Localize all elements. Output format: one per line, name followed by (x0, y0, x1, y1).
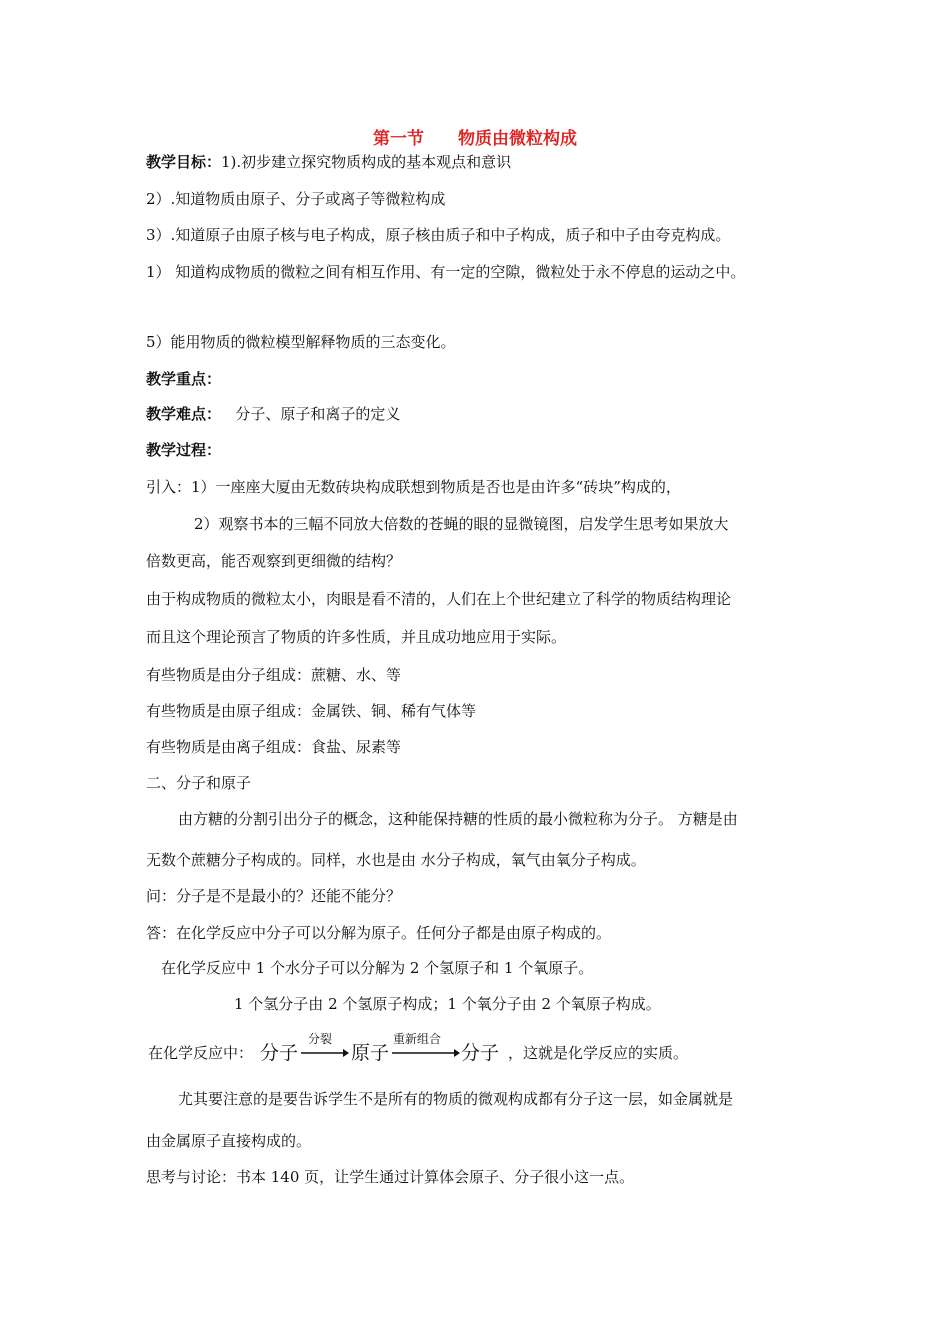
equation-molecule-2: 分子 (461, 1042, 500, 1064)
paragraph-2a: 由方糖的分割引出分子的概念，这种能保持糖的性质的最小微粒称为分子。 方糖是由 (178, 810, 738, 828)
equation-prefix: 在化学反应中： (148, 1044, 254, 1062)
equation-atom: 原子 (351, 1042, 390, 1064)
objective-5: 5）能用物质的微粒模型解释物质的三态变化。 (146, 333, 456, 351)
equation-split-label: 分裂 (308, 1032, 333, 1046)
paragraph-1b: 而且这个理论预言了物质的许多性质，并且成功地应用于实际。 (146, 628, 567, 646)
page-title (0, 124, 950, 149)
difficulties-label: 教学难点： (146, 405, 222, 423)
paragraph-2b: 无数个蔗糖分子构成的。同样，水也是由 水分子构成，氧气由氧分子构成。 (146, 851, 646, 869)
paragraph-3a: 尤其要注意的是要告诉学生不是所有的物质的微观构成都有分子这一层，如金属就是 (178, 1090, 734, 1108)
matter-molecules: 有些物质是由分子组成：蔗糖、水、等 (146, 666, 402, 684)
objectives-label: 教学目标： (146, 153, 222, 171)
hydrogen-oxygen-composition: 1 个氢分子由 2 个氢原子构成；1 个氧分子由 2 个氧原子构成。 (234, 995, 661, 1013)
objective-1: 1).初步建立探究物质构成的基本观点和意识 (221, 153, 512, 171)
objective-3: 3）.知道原子由原子核与电子构成，原子核由质子和中子构成，质子和中子由夸克构成。 (146, 226, 731, 244)
objective-4: 1） 知道构成物质的微粒之间有相互作用、有一定的空隙，微粒处于永不停息的运动之中。 (146, 263, 746, 281)
intro-2a: 2）观察书本的三幅不同放大倍数的苍蝇的眼的显微镜图，启发学生思考如果放大 (194, 515, 729, 533)
title-section: 第一节 (373, 129, 424, 149)
objectives-line (146, 152, 511, 172)
process-label: 教学过程： (146, 441, 222, 459)
equation-recombine-label: 重新组合 (393, 1032, 442, 1046)
paragraph-1a: 由于构成物质的微粒太小，肉眼是看不清的，人们在上个世纪建立了科学的物质结构理论 (146, 590, 732, 608)
recombine-arrow-icon (392, 1048, 460, 1058)
split-arrow-icon (301, 1048, 349, 1058)
objective-2: 2）.知道物质由原子、分子或离子等微粒构成 (146, 190, 446, 208)
intro-1: 引入：1）一座座大厦由无数砖块构成联想到物质是否也是由许多“砖块”构成的， (146, 478, 681, 496)
reaction-equation (148, 1030, 848, 1074)
difficulties-text: 分子、原子和离子的定义 (235, 405, 401, 423)
paragraph-3b: 由金属原子直接构成的。 (146, 1132, 312, 1150)
intro-2b: 倍数更高，能否观察到更细微的结构？ (146, 552, 402, 570)
equation-molecule: 分子 (260, 1042, 299, 1064)
matter-ions: 有些物质是由离子组成：食盐、尿素等 (146, 738, 402, 756)
difficulties-line (146, 404, 400, 424)
equation-suffix: ，这就是化学反应的实质。 (508, 1044, 689, 1062)
title-topic: 物质由微粒构成 (458, 129, 577, 149)
key-points-label: 教学重点： (146, 370, 222, 388)
question: 问：分子是不是最小的？还能不能分？ (146, 887, 402, 905)
matter-atoms: 有些物质是由原子组成：金属铁、铜、稀有气体等 (146, 702, 477, 720)
water-decomposition: 在化学反应中 1 个水分子可以分解为 2 个氢原子和 1 个氧原子。 (161, 959, 594, 977)
discussion: 思考与讨论：书本 140 页，让学生通过计算体会原子、分子很小这一点。 (146, 1168, 635, 1186)
section-2-heading: 二、分子和原子 (146, 774, 252, 792)
answer: 答：在化学反应中分子可以分解为原子。任何分子都是由原子构成的。 (146, 924, 612, 942)
